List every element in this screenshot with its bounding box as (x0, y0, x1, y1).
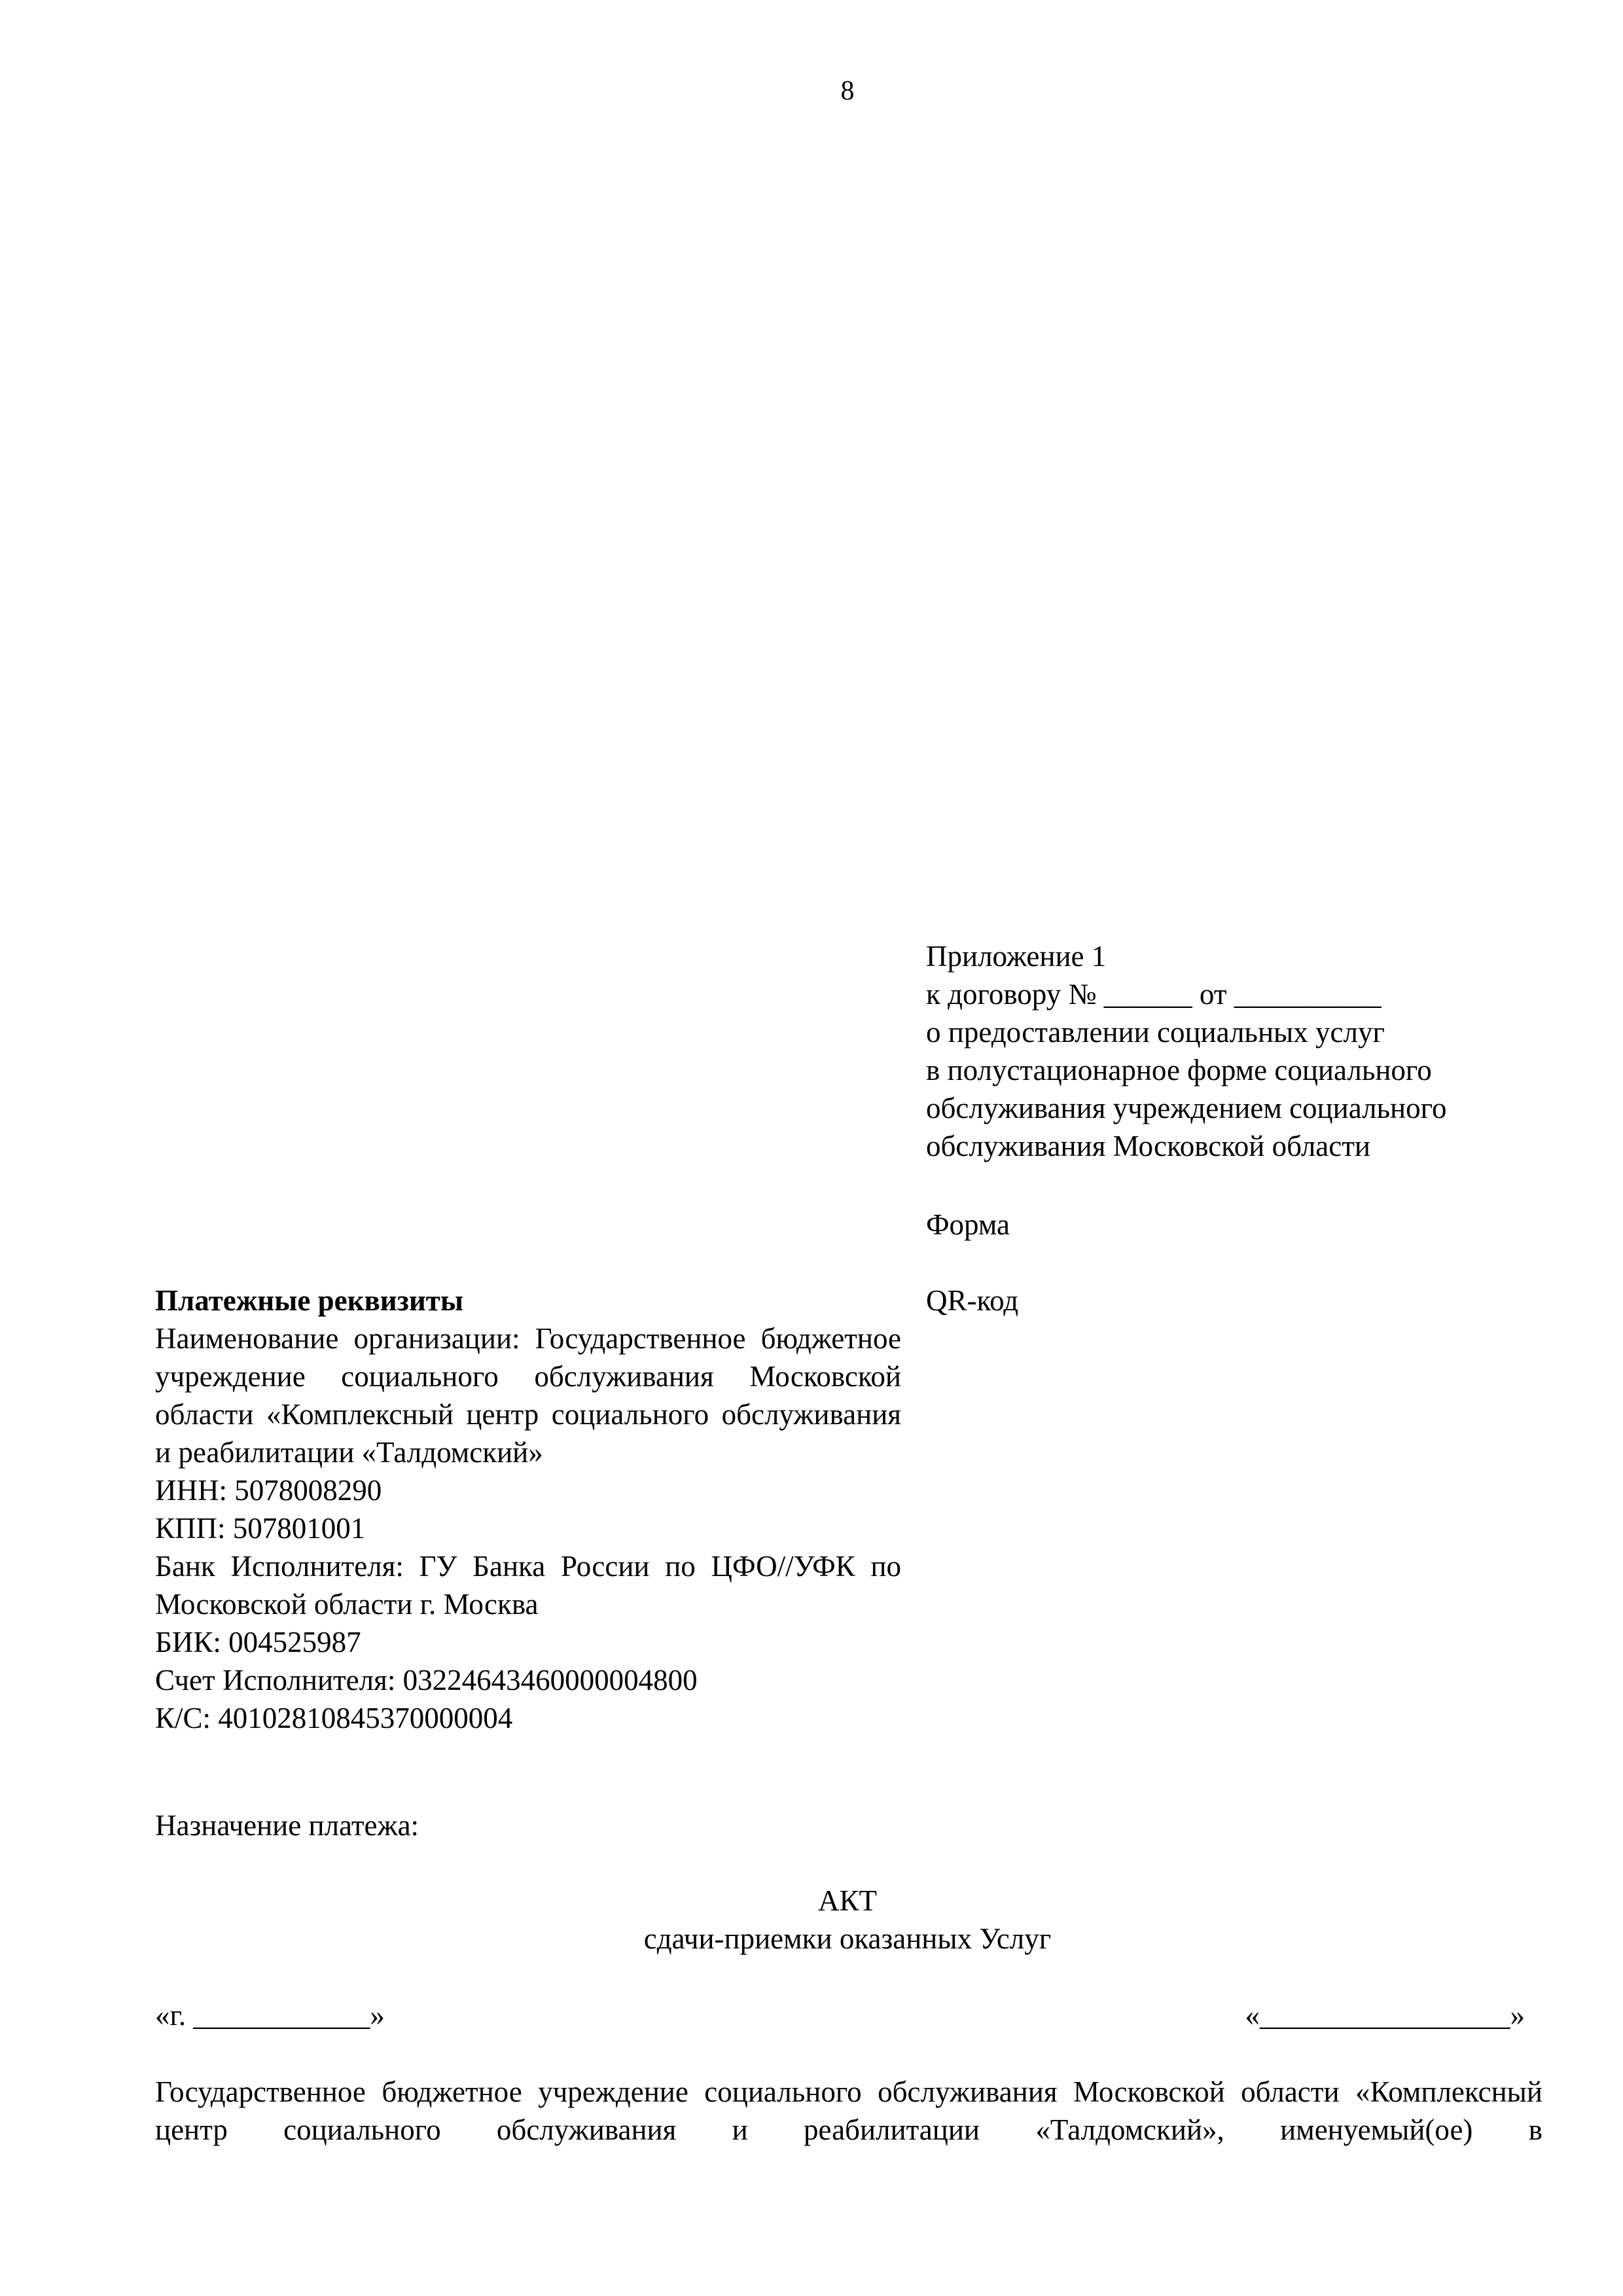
inn: ИНН: 5078008290 (155, 1474, 382, 1507)
appendix-line: к договору № ______ от __________ (926, 978, 1382, 1011)
payment-details (155, 1282, 901, 1737)
account-number: Счет Исполнителя: 03224643460000004800 (155, 1664, 698, 1696)
payment-purpose: Назначение платежа: (155, 1809, 419, 1842)
act-title: АКТ (818, 1884, 877, 1917)
form-label: Форма (926, 1208, 1010, 1241)
page-number: 8 (840, 76, 855, 106)
appendix-line: о предоставлении социальных услуг (926, 1016, 1385, 1049)
date-field: «_________________» (1245, 1999, 1525, 2032)
qr-code-label: QR-код (926, 1284, 1019, 1317)
bank-name: Банк Исполнителя: ГУ Банка России по ЦФО//УФК по Московской области г. Москва (155, 1550, 901, 1621)
payment-heading: Платежные реквизиты (155, 1284, 463, 1317)
appendix-line: в полустационарное форме социального (926, 1054, 1432, 1086)
act-body-text: Государственное бюджетное учреждение социального обслуживания Московской области «Комплексный центр социального обслуживания и реабилитации «Талдомский», именуемый(ое) в (155, 2075, 1543, 2146)
appendix-line: Приложение 1 (926, 940, 1107, 973)
kpp: КПП: 507801001 (155, 1512, 366, 1545)
appendix-header (926, 937, 1580, 1165)
appendix-line: обслуживания учреждением социального (926, 1092, 1447, 1124)
correspondent-account: К/С: 40102810845370000004 (155, 1702, 513, 1734)
appendix-line: обслуживания Московской области (926, 1130, 1370, 1162)
organization-name: Наименование организации: Государственное бюджетное учреждение социального обслуживания Московской области «Комплексный центр социального обслуживания и реабилитации «Талдомский» (155, 1322, 901, 1469)
act-subtitle: сдачи-приемки оказанных Услуг (643, 1922, 1052, 1955)
bik: БИК: 004525987 (155, 1626, 361, 1659)
city-field: «г. ____________» (155, 1999, 385, 2032)
